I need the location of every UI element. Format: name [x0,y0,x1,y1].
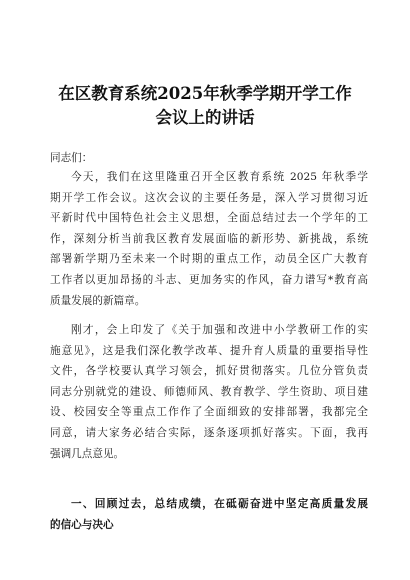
paragraph-line: 质量发展的新篇章。 [50,294,146,307]
salutation: 同志们： [50,152,93,164]
section-heading-1 [50,494,368,535]
paragraph-line: 作，深刻分析当前我区教育发展面临的新形势、新挑战，系统 [50,232,368,245]
paragraph-line: 今天，我们在这里隆重召开全区教育系统 2025 年秋季学 [71,171,368,183]
paragraph-line: 施意见》，这是我们深化教学改革、提升育人质量的重要指导性 [50,344,368,357]
paragraph-line: 期开学工作会议。这次会议的主要任务是，深入学习贯彻习近 [50,191,368,204]
paragraph-line: 同志分别就党的建设、师德师风、教育教学、学生资助、项目建 [50,385,368,398]
title-line-2: 会议上的讲话 [155,108,255,127]
heading-line: 的信心与决心 [50,518,114,531]
title-line-1: 在区教育系统2025年秋季学期开学工作 [58,84,352,103]
paragraph-line: 同意，请大家务必结合实际，逐条逐项抓好落实。下面，我再 [50,426,368,439]
paragraph-line: 部署新学期乃至未来一个时期的重点工作，动员全区广大教育 [50,253,368,266]
document-title [40,82,370,130]
paragraph-line: 文件，各学校要认真学习领会，抓好贯彻落实。几位分管负责 [50,365,368,378]
paragraph-2 [50,320,368,464]
paragraph-line: 工作者以更加昂扬的斗志、更加务实的作风，奋力谱写*教育高 [50,273,368,286]
paragraph-line: 强调几点意见。 [50,447,125,460]
paragraph-line: 平新时代中国特色社会主义思想，全面总结过去一个学年的工 [50,212,368,225]
heading-line: 一、回顾过去，总结成绩，在砥砺奋进中坚定高质量发展 [71,498,368,510]
paragraph-line: 刚才，会上印发了《关于加强和改进中小学教研工作的实 [71,324,368,336]
paragraph-1 [50,167,368,311]
paragraph-line: 设、校园安全等重点工作作了全面细致的安排部署，我都完全 [50,406,368,419]
